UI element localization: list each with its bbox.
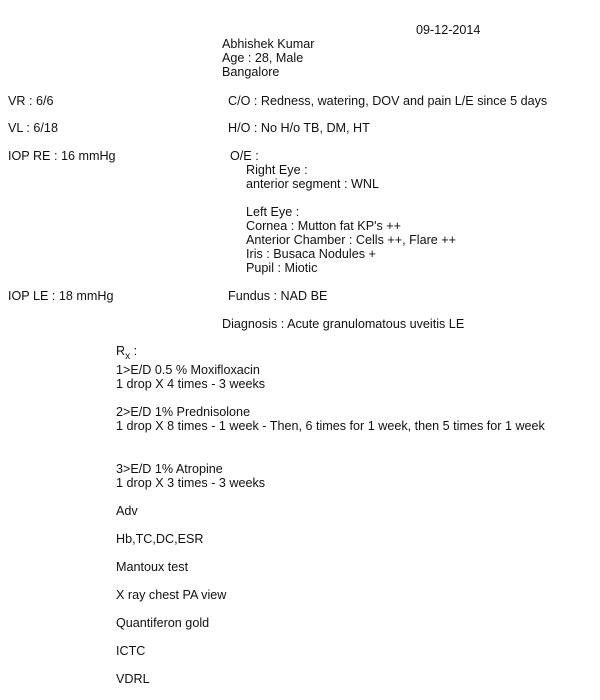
rx-item-1-drug: 1>E/D 0.5 % Moxifloxacin [116,363,260,377]
past-history: H/O : No H/o TB, DM, HT [228,121,370,135]
examination-heading: O/E : [230,149,259,163]
rx-colon: : [130,344,138,358]
rx-item-1-dose: 1 drop X 4 times - 3 weeks [116,377,266,391]
fundus: Fundus : NAD BE [228,289,328,303]
patient-name: Abhishek Kumar [222,37,315,51]
advice-heading: Adv [116,504,138,518]
diagnosis: Diagnosis : Acute granulomatous uveitis LE [222,317,465,331]
left-eye-iris: Iris : Busaca Nodules + [246,247,376,261]
rx-item-2-drug: 2>E/D 1% Prednisolone [116,405,251,419]
right-eye-title: Right Eye : [246,163,308,177]
advice-test-4: Quantiferon gold [116,616,210,630]
left-eye-cornea: Cornea : Mutton fat KP's ++ [246,219,402,233]
advice-test-3: X ray chest PA view [116,588,227,602]
rx-item-3-dose: 1 drop X 3 times - 3 weeks [116,476,266,490]
visual-acuity-right: VR : 6/6 [8,94,54,108]
date: 09-12-2014 [416,23,481,37]
iop-right: IOP RE : 16 mmHg [8,149,116,163]
iop-left: IOP LE : 18 mmHg [8,289,114,303]
rx-subscript: x [125,351,131,362]
left-eye-anterior-chamber: Anterior Chamber : Cells ++, Flare ++ [246,233,456,247]
patient-age-sex: Age : 28, Male [222,51,304,65]
advice-test-5: ICTC [116,644,146,658]
rx-item-2-dose: 1 drop X 8 times - 1 week - Then, 6 times for 1 week, then 5 times for 1 week [116,419,545,433]
advice-test-6: VDRL [116,672,150,686]
left-eye-title: Left Eye : [246,205,300,219]
right-eye-anterior-segment: anterior segment : WNL [246,177,379,191]
patient-city: Bangalore [222,65,280,79]
chief-complaint: C/O : Redness, watering, DOV and pain L/E since 5 days [228,94,548,108]
rx-symbol [116,344,137,360]
left-eye-pupil: Pupil : Miotic [246,261,318,275]
visual-acuity-left: VL : 6/18 [8,121,58,135]
advice-test-1: Hb,TC,DC,ESR [116,532,204,546]
rx-item-3-drug: 3>E/D 1% Atropine [116,462,223,476]
advice-test-2: Mantoux test [116,560,189,574]
rx-letter: R [116,344,126,358]
